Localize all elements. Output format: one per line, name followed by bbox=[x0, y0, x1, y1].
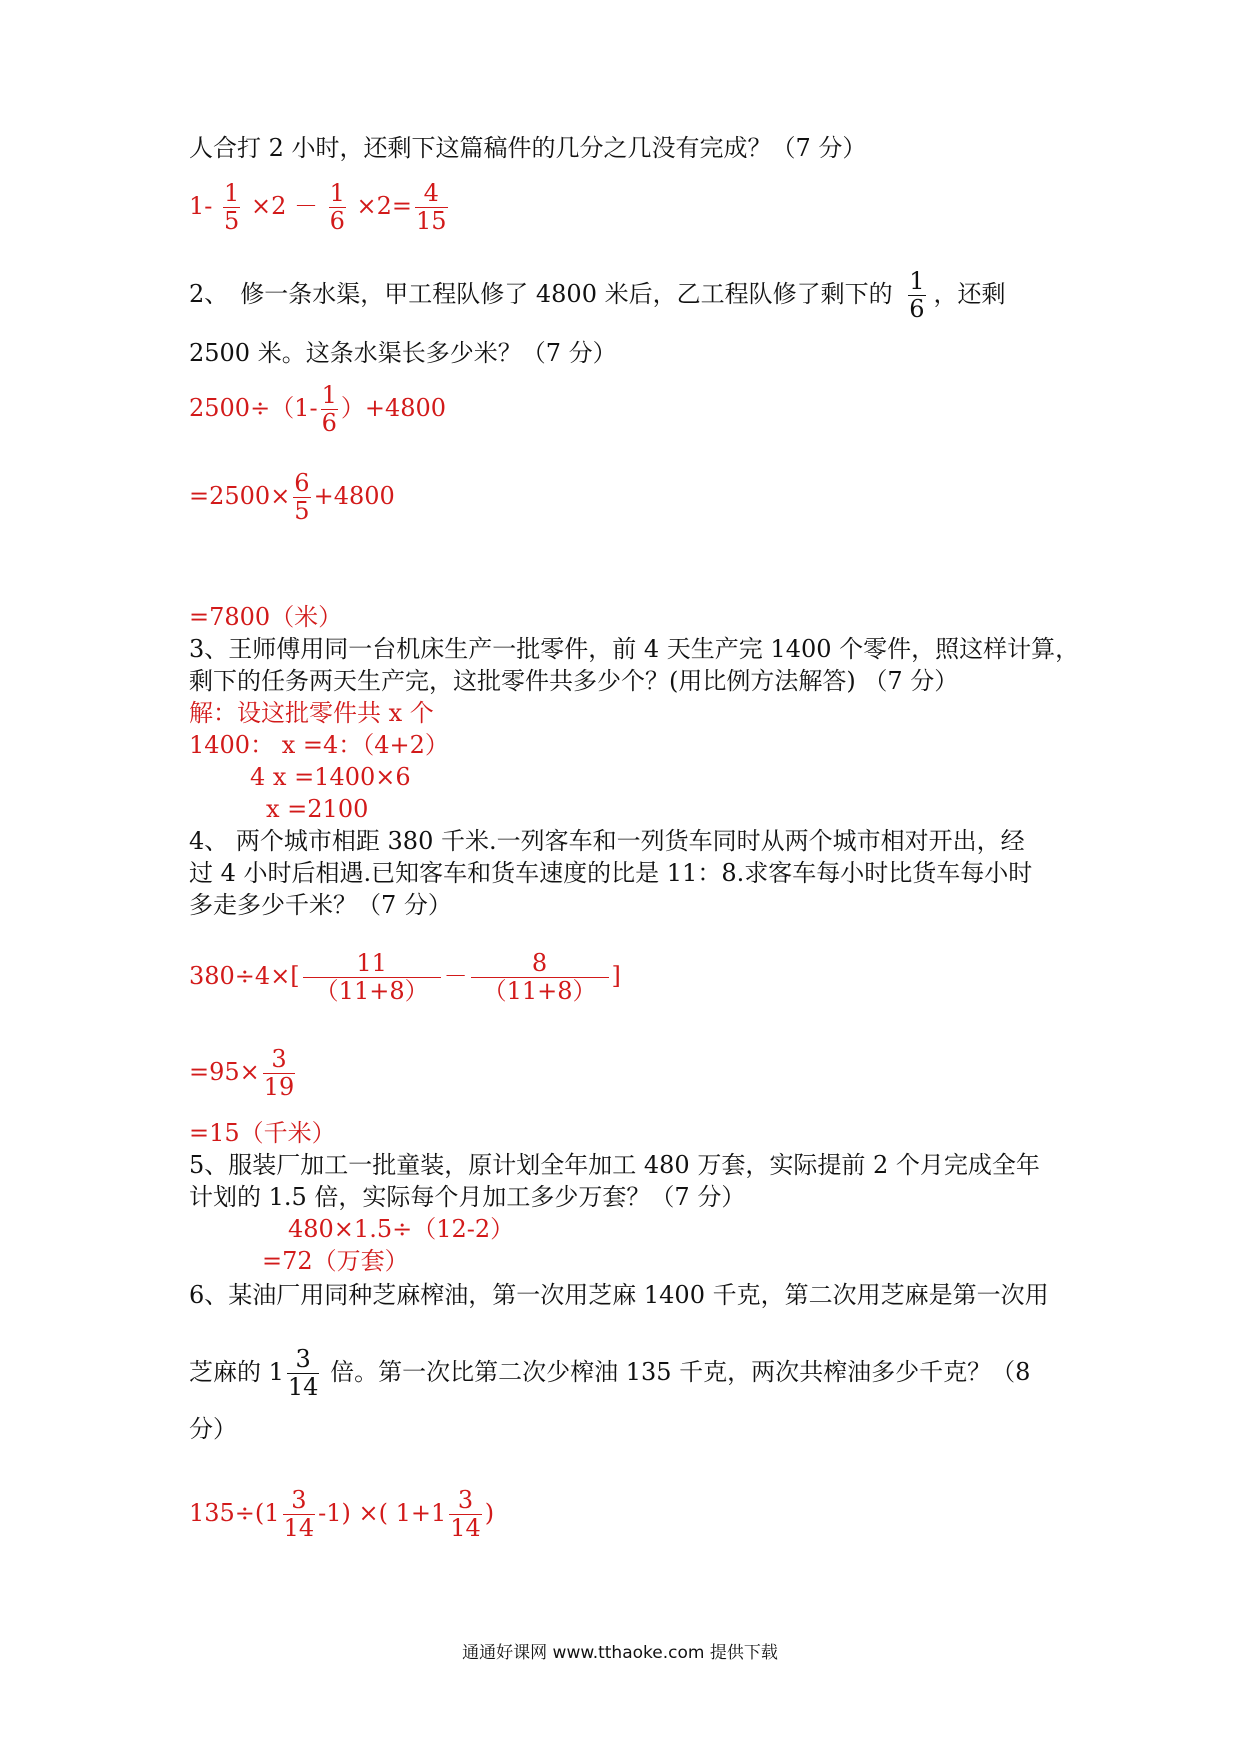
q5-solution-line1: 480×1.5÷（12-2） bbox=[288, 1215, 515, 1243]
fraction: $\frac{1}{6}$ bbox=[909, 267, 925, 323]
q6-text-line2: 芝麻的 1 $\frac{3}{14}$ 倍。第一次比第二次少榨油 135 千克，两次共榨油多少千克？（8 bbox=[189, 1345, 1031, 1401]
q3-text-line1: 3、王师傅用同一台机床生产一批零件，前 4 天生产完 1400 个零件，照这样计算， bbox=[189, 635, 1080, 663]
fraction: $\frac{6}{5}$ bbox=[294, 469, 310, 525]
q2-answer-step1: 2500÷（1- $\frac{1}{6}$ ）+4800 bbox=[189, 381, 447, 437]
q5-solution-line2: =72（万套） bbox=[262, 1247, 409, 1275]
q3-solution-line3: 4 x =1400×6 bbox=[250, 763, 411, 791]
q6-text-line1: 6、某油厂用同种芝麻榨油，第一次用芝麻 1400 千克，第二次用芝麻是第一次用 bbox=[189, 1281, 1049, 1309]
q1-answer: 1- $\frac{1}{5}$ ×2 － $\frac{1}{6}$ ×2= $\frac{4}{15}$ bbox=[189, 179, 447, 235]
fraction: $\frac{4}{15}$ bbox=[416, 179, 447, 235]
fraction: $\frac{1}{6}$ bbox=[329, 179, 345, 235]
q4-text-line1: 4、 两个城市相距 380 千米.一列客车和一列货车同时从两个城市相对开出，经 bbox=[189, 827, 1025, 855]
fraction: $\frac{3}{14}$ bbox=[283, 1486, 315, 1542]
q3-solution-line4: x =2100 bbox=[266, 795, 369, 823]
q3-solution-line2: 1400： x =4：（4+2） bbox=[189, 731, 449, 759]
q4-answer-result: =15（千米） bbox=[189, 1119, 336, 1147]
q2-text-line1: 2、 修一条水渠，甲工程队修了 4800 米后，乙工程队修了剩下的 $\frac{1}{6}$ ，还剩 bbox=[189, 267, 1006, 323]
q2-text-line2: 2500 米。这条水渠长多少米？（7 分） bbox=[189, 339, 617, 367]
q3-solution-line1: 解：设这批零件共 x 个 bbox=[189, 699, 434, 727]
fraction: $\frac{3}{14}$ bbox=[450, 1486, 481, 1542]
q3-text-line2: 剩下的任务两天生产完，这批零件共多少个？(用比例方法解答) （7 分） bbox=[189, 667, 959, 695]
q1-text: 人合打 2 小时，还剩下这篇稿件的几分之几没有完成？（7 分） bbox=[189, 134, 867, 162]
q6-answer: 135÷(1 $\frac{3}{14}$ -1) ×( 1+1 $\frac{3}{14}$ ) bbox=[189, 1486, 495, 1542]
fraction: $\frac{11}{(11+8)}$ bbox=[303, 950, 441, 1005]
fraction: $\frac{3}{14}$ bbox=[287, 1345, 319, 1401]
q6-text-line3: 分） bbox=[189, 1415, 237, 1443]
q4-answer-step2: =95× $\frac{3}{19}$ bbox=[189, 1045, 295, 1101]
fraction: $\frac{1}{5}$ bbox=[224, 179, 240, 235]
q4-text-line3: 多走多少千米？（7 分） bbox=[189, 891, 452, 919]
fraction: $\frac{1}{6}$ bbox=[321, 381, 337, 437]
q4-answer-step1: 380÷4×[ $\frac{11}{(11+8)}$ － $\frac{8}{(11+8)}$ ] bbox=[189, 949, 621, 1005]
fraction: $\frac{8}{(11+8)}$ bbox=[471, 950, 609, 1005]
page-footer: 通通好课网 www.tthaoke.com 提供下载 bbox=[462, 1643, 778, 1663]
q5-text-line1: 5、服装厂加工一批童装，原计划全年加工 480 万套，实际提前 2 个月完成全年 bbox=[189, 1151, 1040, 1179]
q2-answer-result: =7800（米） bbox=[189, 603, 343, 631]
q2-answer-step2: =2500× $\frac{6}{5}$ +4800 bbox=[189, 469, 395, 525]
q5-text-line2: 计划的 1.5 倍，实际每个月加工多少万套？（7 分） bbox=[189, 1183, 746, 1211]
fraction: $\frac{3}{19}$ bbox=[263, 1045, 295, 1101]
q4-text-line2: 过 4 小时后相遇.已知客车和货车速度的比是 11：8.求客车每小时比货车每小时 bbox=[189, 859, 1033, 887]
